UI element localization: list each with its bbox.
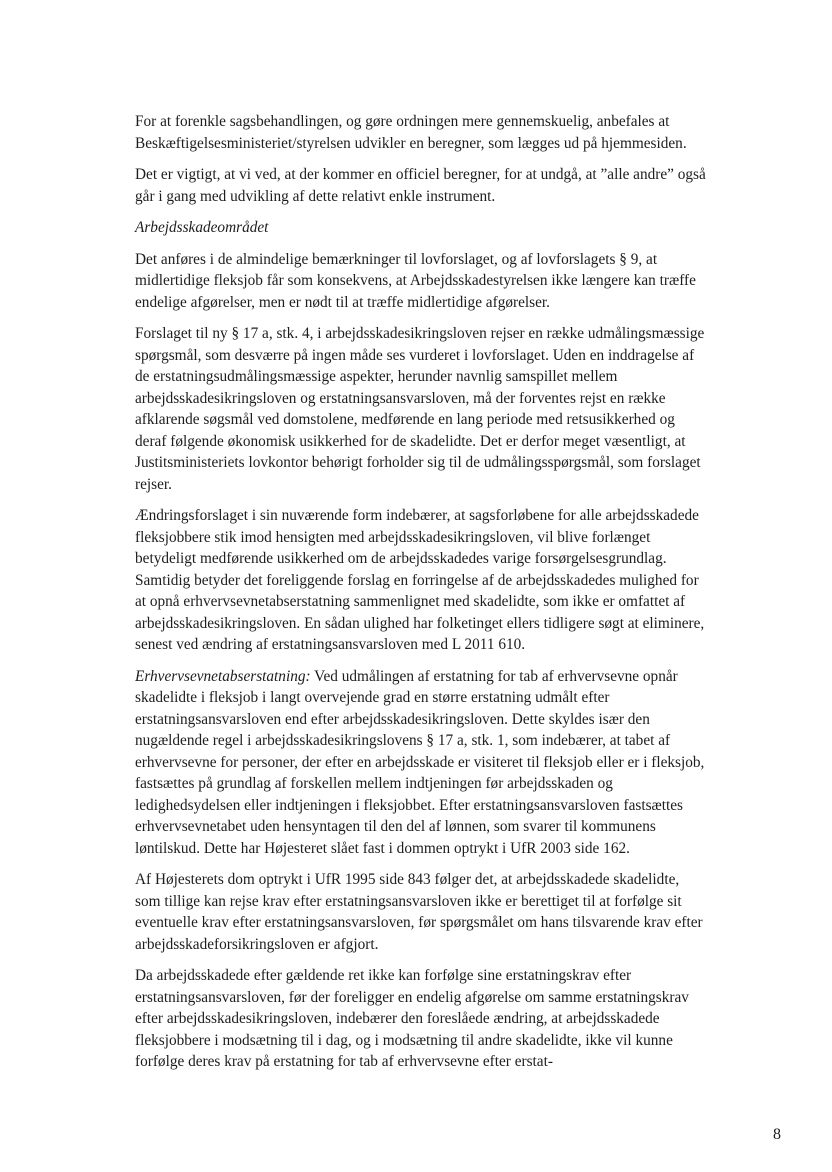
paragraph-gaeldende-ret: Da arbejdsskadede efter gældende ret ikke kan forfølge sine erstatningskrav efter erstatningsansvarsloven, før der foreligger en endelig afgørelse om samme erstatningskrav efter arbejdsskadesikringsloven, indebærer den foreslåede ændring, at arbejdsskadede fleksjobbere i modsætning til i dag, og i modsætning til andre skadelidte, ikke vil kunne forfølge deres krav på erstatning for tab af erhvervsevne efter erstat- — [135, 967, 689, 1070]
paragraph-beregner: For at forenkle sagsbehandlingen, og gøre ordningen mere gennemskuelig, anbefales at Beskæftigelsesministeriet/styrelsen udvikler en beregner, som lægges ud på hjemmesiden. — [135, 113, 687, 152]
erhvervsevnetab-lead: Erhvervsevnetabserstatning: — [135, 667, 311, 685]
paragraph-erhvervsevnetab — [135, 666, 707, 860]
paragraph-midlertidige-afgoerelser: Det anføres i de almindelige bemærkninger til lovforslaget, og af lovforslagets § 9, at midlertidige fleksjob får som konsekvens, at Arbejdsskadestyrelsen ikke længere kan træffe endelige afgørelser, men er nødt til at træffe midlertidige afgørelser. — [135, 250, 696, 311]
page-number: 8 — [773, 1126, 781, 1143]
section-heading: Arbejdsskadeområdet — [135, 219, 269, 236]
paragraph-hoejesterets-dom: Af Højesterets dom optrykt i UfR 1995 side 843 følger det, at arbejdsskadede skadelidte, som tillige kan rejse krav efter erstatningsansvarsloven ikke er berettiget til at forfølge sit eventuelle krav efter erstatningsansvarsloven, før spørgsmålet om hans tilsvarende krav efter arbejdsskadeforsikringsloven er afgjort. — [135, 871, 703, 953]
body-text — [135, 111, 707, 1083]
paragraph-udmaalingsspoergsmaal: Forslaget til ny § 17 a, stk. 4, i arbejdsskadesikringsloven rejser en række udmålingsmæssige spørgsmål, som desværre på ingen måde ses vurderet i lovforslaget. Uden en inddragelse af de erstatningsudmålingsmæssige aspekter, herunder navnlig samspillet mellem arbejdsskadesikringsloven og erstatningsansvarsloven, må der forventes rejst en række afklarende søgsmål ved domstolene, medførende en lang periode med retsusikkerhed og deraf følgende økonomisk usikkerhed for de skadelidte. Det er derfor meget væsentligt, at Justitsministeriets lovkontor behørigt forholder sig til de udmålingsspørgsmål, som forslaget rejser. — [135, 325, 705, 493]
paragraph-officiel-beregner: Det er vigtigt, at vi ved, at der kommer en officiel beregner, for at undgå, at ”alle andre” også går i gang med udvikling af dette relativt enkle instrument. — [135, 166, 706, 205]
erhvervsevnetab-text: Ved udmålingen af erstatning for tab af erhvervsevne opnår skadelidte i fleksjob i langt overvejende grad en større erstatning udmålt efter erstatningsansvarsloven end efter arbejdsskadesikringsloven. Dette skyldes især den nugældende regel i arbejdsskadesikringslovens § 17 a, stk. 1, som indebærer, at tabet af erhvervsevne for personer, der efter en arbejdsskade er visiteret til fleksjob eller er i fleksjob, fastsættes på grundlag af forskellen mellem indtjeningen før arbejdsskaden og ledighedsydelsen eller indtjeningen i fleksjobbet. Efter erstatningsansvarsloven fastsættes erhvervsevnetabet uden hensyntagen til den del af lønnen, som svarer til kommunens løntilskud. Dette har Højesteret slået fast i dommen optrykt i UfR 2003 side 162. — [135, 667, 705, 857]
paragraph-aendringsforslaget: Ændringsforslaget i sin nuværende form indebærer, at sagsforløbene for alle arbejdsskadede fleksjobbere stik imod hensigten med arbejdsskadesikringsloven, vil blive forlænget betydeligt medførende usikkerhed om de arbejdsskadedes varige forsørgelsesgrundlag. Samtidig betyder det foreliggende forslag en forringelse af de arbejdsskadedes mulighed for at opnå erhvervsevnetabserstatning sammenlignet med skadelidte, som ikke er omfattet af arbejdsskadesikringsloven. En sådan ulighed har folketinget ellers tidligere søgt at eliminere, senest ved ændring af erstatningsansvarsloven med L 2011 610. — [135, 507, 705, 653]
